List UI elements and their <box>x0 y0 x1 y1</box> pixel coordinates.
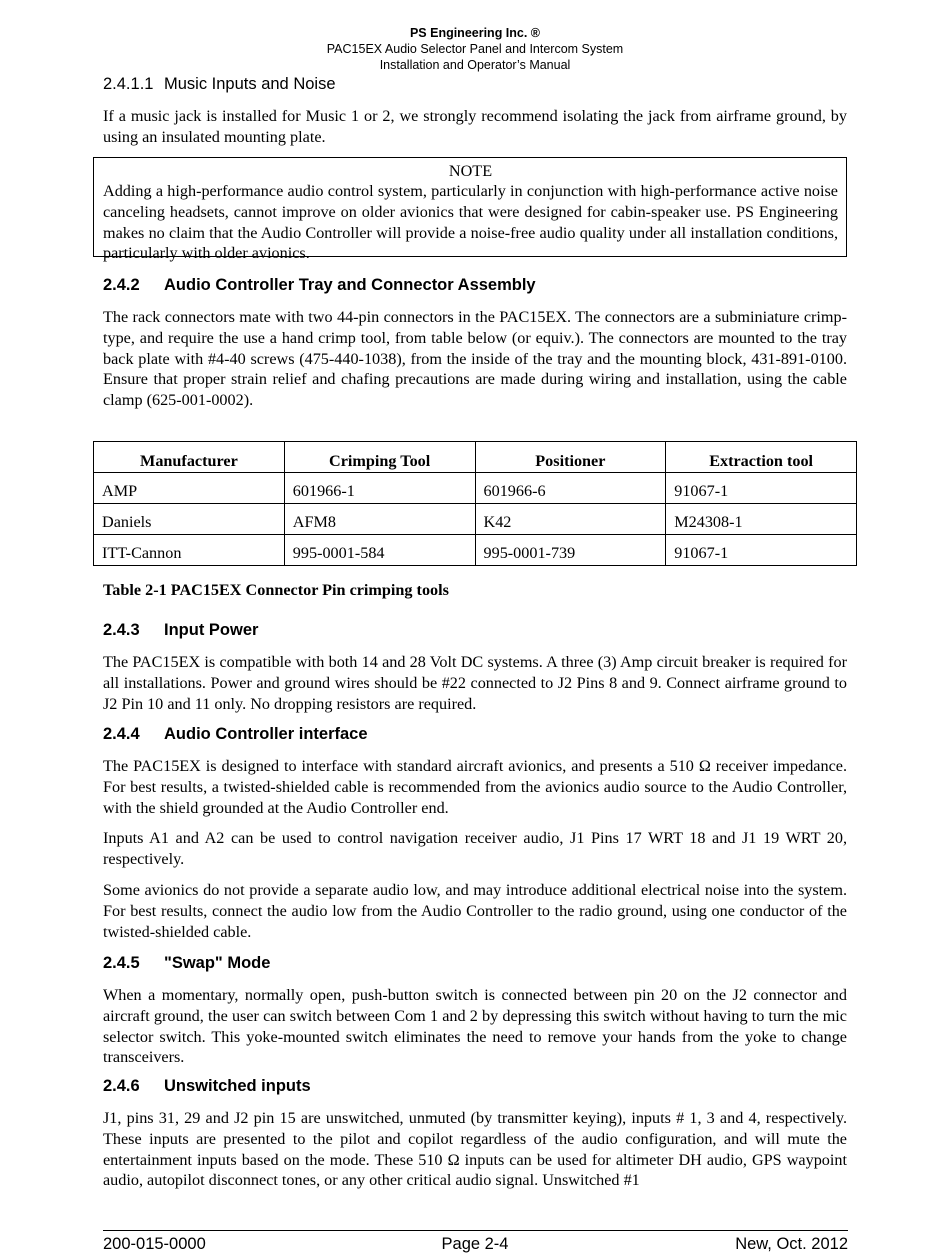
section-title: Unswitched inputs <box>164 1077 311 1095</box>
table-row <box>94 535 857 566</box>
section-title: Audio Controller interface <box>164 725 368 743</box>
table-cell: AFM8 <box>284 504 475 535</box>
column-header: Manufacturer <box>94 442 285 473</box>
table-cell: 601966-6 <box>475 473 666 504</box>
header-product: PAC15EX Audio Selector Panel and Intercom System <box>326 42 624 56</box>
table-cell: K42 <box>475 504 666 535</box>
section-number: 2.4.2 <box>103 276 140 294</box>
crimping-tools-table <box>93 441 857 566</box>
table-cell: 995-0001-739 <box>475 535 666 566</box>
paragraph-controller-interface-3: Some avionics do not provide a separate audio low, and may introduce additional electrical noise into the system. For best results, connect the audio low from the Audio Controller to the radio ground, using one conductor of the twisted-shielded cable. <box>103 881 847 941</box>
section-number: 2.4.5 <box>103 954 140 972</box>
section-number: 2.4.6 <box>103 1077 140 1095</box>
note-box <box>93 157 847 263</box>
footer-page-number: Page 2-4 <box>441 1235 509 1253</box>
table-cell: M24308-1 <box>666 504 857 535</box>
paragraph-controller-interface-1: The PAC15EX is designed to interface with standard aircraft avionics, and presents a 510 Ω receiver impedance. For best results, a twisted-shielded cable is recommended from the avionics audio source to the Audio Controller, with the shield grounded at the Audio Controller end. <box>103 757 847 817</box>
header-company: PS Engineering Inc. ® <box>409 26 541 40</box>
note-body: Adding a high-performance audio control system, particularly in conjunction with high-performance active noise canceling headsets, cannot improve on older avionics that were designed for cabin-speaker use. PS Engineering makes no claim that the Audio Controller will provide a noise-free audio quality under all installation conditions, particularly with older avionics. <box>103 182 838 263</box>
section-heading-246 <box>103 1077 311 1096</box>
table-cell: ITT-Cannon <box>94 535 285 566</box>
footer-date: New, Oct. 2012 <box>735 1235 848 1253</box>
paragraph-input-power: The PAC15EX is compatible with both 14 and 28 Volt DC systems. A three (3) Amp circuit breaker is required for all installations. Power and ground wires should be #22 connected to J2 Pins 8 and 9. Connect airframe ground to J2 Pin 10 and 11 only. No dropping resistors are required. <box>103 653 847 713</box>
note-title: NOTE <box>448 162 493 180</box>
table-row <box>94 473 857 504</box>
column-header: Extraction tool <box>666 442 857 473</box>
table-cell: 91067-1 <box>666 473 857 504</box>
table-header-row <box>94 442 857 473</box>
section-title: Audio Controller Tray and Connector Assembly <box>164 276 536 294</box>
section-heading-2411 <box>103 75 336 94</box>
paragraph-controller-interface-2: Inputs A1 and A2 can be used to control navigation receiver audio, J1 Pins 17 WRT 18 and J1 19 WRT 20, respectively. <box>103 829 847 868</box>
column-header: Crimping Tool <box>284 442 475 473</box>
column-header: Positioner <box>475 442 666 473</box>
table-cell: AMP <box>94 473 285 504</box>
section-number: 2.4.1.1 <box>103 75 154 93</box>
paragraph-music-inputs: If a music jack is installed for Music 1 or 2, we strongly recommend isolating the jack from airframe ground, by using an insulated mounting plate. <box>103 107 847 146</box>
header-manual: Installation and Operator’s Manual <box>379 58 571 72</box>
section-title: "Swap" Mode <box>164 954 271 972</box>
table-cell: 91067-1 <box>666 535 857 566</box>
table-caption: Table 2-1 PAC15EX Connector Pin crimping tools <box>103 581 449 599</box>
page-header <box>0 25 950 73</box>
section-heading-242 <box>103 276 536 295</box>
section-heading-244 <box>103 725 368 744</box>
section-title: Input Power <box>164 621 259 639</box>
section-number: 2.4.4 <box>103 725 140 743</box>
table-cell: Daniels <box>94 504 285 535</box>
paragraph-tray-connector: The rack connectors mate with two 44-pin connectors in the PAC15EX. The connectors are a subminiature crimp-type, and require the use a hand crimp tool, from table below (or equiv.). The connectors are mounted to the tray back plate with #4-40 screws (475-440-1038), from the inside of the tray and the mounting block, 431-891-0100. Ensure that proper strain relief and chafing precautions are made during wiring and installation, using the cable clamp (625-001-0002). <box>103 308 847 410</box>
table-cell: 995-0001-584 <box>284 535 475 566</box>
section-title: Music Inputs and Noise <box>164 75 336 93</box>
table-row <box>94 504 857 535</box>
section-number: 2.4.3 <box>103 621 140 639</box>
section-heading-243 <box>103 621 258 640</box>
section-heading-245 <box>103 954 270 973</box>
footer-divider <box>103 1230 848 1231</box>
footer-doc-number: 200-015-0000 <box>103 1235 206 1253</box>
paragraph-unswitched-inputs: J1, pins 31, 29 and J2 pin 15 are unswitched, unmuted (by transmitter keying), inputs # 1, 3 and 4, respectively. These inputs are presented to the pilot and copilot regardless of the audio configuration, and will mute the entertainment inputs based on the mode. These 510 Ω inputs can be used for altimeter DH audio, GPS waypoint audio, autopilot disconnect tones, or any other critical audio signal. Unswitched #1 <box>103 1109 847 1190</box>
paragraph-swap-mode: When a momentary, normally open, push-button switch is connected between pin 20 on the J2 connector and aircraft ground, the user can switch between Com 1 and 2 by depressing this switch without having to turn the mic selector switch. This yoke-mounted switch eliminates the need to remove your hands from the yoke to change transceivers. <box>103 986 847 1067</box>
table-cell: 601966-1 <box>284 473 475 504</box>
